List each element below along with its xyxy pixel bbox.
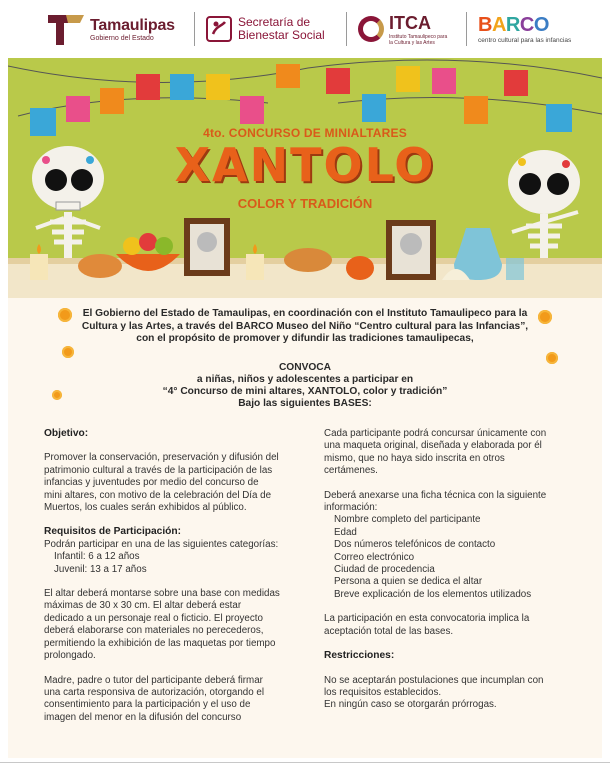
maqueta-line: Cada participante podrá concursar únicamente con: [324, 428, 547, 439]
ficha-item: Nombre completo del participante: [334, 514, 481, 526]
logo-divider: [346, 12, 347, 46]
header-logos: [0, 0, 610, 58]
maqueta-line: certámenes.: [324, 465, 378, 477]
tamaulipas-name: Tamaulipas: [90, 16, 175, 34]
ficha-item: Persona a quien se dedica el altar: [334, 576, 483, 588]
maqueta-line: una maqueta original, diseñada y elaborada por él: [324, 440, 542, 452]
ficha-intro-line: Deberá anexarse una ficha técnica con la siguiente: [324, 489, 547, 501]
objetivo-line: patrimonio cultural a través de la participación de las: [44, 464, 273, 476]
logo-divider: [466, 12, 467, 46]
restricciones-heading: Restricciones:: [324, 650, 395, 662]
objetivo-line: Muertos, los cuales serán exhibidos al público.: [44, 502, 247, 514]
bottom-divider: [0, 762, 610, 763]
requisitos-intro: Podrán participar en una de las siguientes categorías:: [44, 538, 279, 550]
altar-line: El altar deberá montarse sobre una base con medidas: [44, 588, 280, 600]
tamaulipas-sub: Gobierno del Estado: [90, 34, 154, 42]
convoca-title: CONVOCA: [278, 362, 332, 373]
ficha-item: Edad: [334, 526, 357, 538]
categoria-item: Infantil: 6 a 12 años: [54, 551, 140, 563]
banner-subtitle: 4to. CONCURSO DE MINIALTARES: [203, 126, 407, 140]
itca-emblem-icon: [358, 16, 384, 42]
objetivo-heading: Objetivo:: [44, 428, 89, 439]
restricciones-line: los requisitos establecidos.: [324, 686, 442, 698]
ficha-item: Dos números telefónicos de contacto: [334, 539, 496, 551]
altar-line: prolongado.: [44, 650, 96, 662]
restricciones-line: No se aceptarán postulaciones que incumplan con: [324, 674, 544, 686]
bienestar-emblem-icon: [206, 16, 232, 42]
left-column: [44, 428, 300, 724]
barco-name: BARCO: [478, 14, 549, 36]
aceptacion-line: La participación en esta convocatoria implica la: [324, 613, 530, 625]
intro-line: Cultura y las Artes, a través del BARCO Museo del Niño “Centro cultural para las Infancias”,: [81, 320, 529, 332]
objetivo-line: infancias y juventudes por medio del concurso de: [44, 477, 259, 489]
convoca-line: a niñas, niños y adolescentes a participar en: [196, 374, 414, 385]
itca-name: ITCA: [389, 12, 431, 33]
barco-sub: centro cultural para las infancias: [478, 37, 572, 44]
itca-sub: Instituto Tamaulipeco para la Cultura y las Artes: [389, 33, 448, 46]
convoca-contest-name: “4° Concurso de mini altares, XANTOLO, color y tradición”: [162, 386, 448, 397]
bienestar-logo: [206, 8, 325, 50]
ficha-item: Ciudad de procedencia: [334, 564, 435, 576]
altar-offerings-icon: [8, 208, 602, 298]
logo-divider: [194, 12, 195, 46]
ficha-item: Correo electrónico: [334, 551, 415, 563]
restricciones-line: En ningún caso se otorgarán prórrogas.: [324, 699, 497, 711]
tamaulipas-emblem-icon: [46, 11, 86, 47]
tamaulipas-logo: [46, 8, 175, 50]
bienestar-line2: Bienestar Social: [238, 28, 325, 42]
madre-line: consentimiento para la participación y el uso de: [44, 699, 251, 711]
convoca-block: [8, 362, 602, 410]
altar-line: deberá elaborarse con materiales no perecederos,: [44, 625, 264, 637]
marigold-icon: [62, 346, 74, 358]
bienestar-line1: Secretaría de: [238, 15, 311, 29]
convoca-line: Bajo las siguientes BASES:: [238, 398, 372, 409]
barco-logo: [478, 8, 571, 50]
banner-title: XANTOLO: [174, 138, 436, 192]
altar-line: máximas de 30 x 30 cm. El altar deberá estar: [44, 600, 242, 612]
intro-paragraph: [8, 308, 602, 346]
categoria-item: Juvenil: 13 a 17 años: [54, 563, 147, 575]
banner: [8, 58, 602, 298]
intro-line: con el propósito de promover y difundir las tradiciones tamaulipecas,: [136, 333, 474, 344]
madre-line: una carta responsiva de autorización, otorgando el: [44, 686, 265, 698]
ficha-intro-line: información:: [324, 502, 378, 514]
madre-line: Madre, padre o tutor del participante deberá firmar: [44, 674, 263, 686]
objetivo-line: Promover la conservación, preservación y difusión del: [44, 452, 279, 464]
banner-tagline: COLOR Y TRADICIÓN: [237, 196, 373, 211]
objetivo-line: mini altares, con motivo de la celebración del Día de: [44, 489, 272, 501]
requisitos-heading: Requisitos de Participación:: [44, 526, 181, 538]
altar-line: dedicado a un personaje real o ficticio. El proyecto: [44, 612, 263, 624]
madre-line: imagen del menor en la difusión del concurso: [44, 711, 242, 723]
content-area: [8, 298, 602, 758]
altar-line: permitiendo la exhibición de las maquetas por tiempo: [44, 637, 276, 649]
intro-line: El Gobierno del Estado de Tamaulipas, en coordinación con el Instituto Tamaulipeco para la: [82, 308, 528, 319]
aceptacion-line: aceptación total de las bases.: [324, 625, 454, 637]
right-column: [324, 428, 566, 712]
itca-logo: [358, 8, 451, 50]
ficha-item: Breve explicación de los elementos utilizados: [334, 588, 532, 600]
maqueta-line: mismo, que no haya sido inscrita en otros: [324, 452, 505, 464]
